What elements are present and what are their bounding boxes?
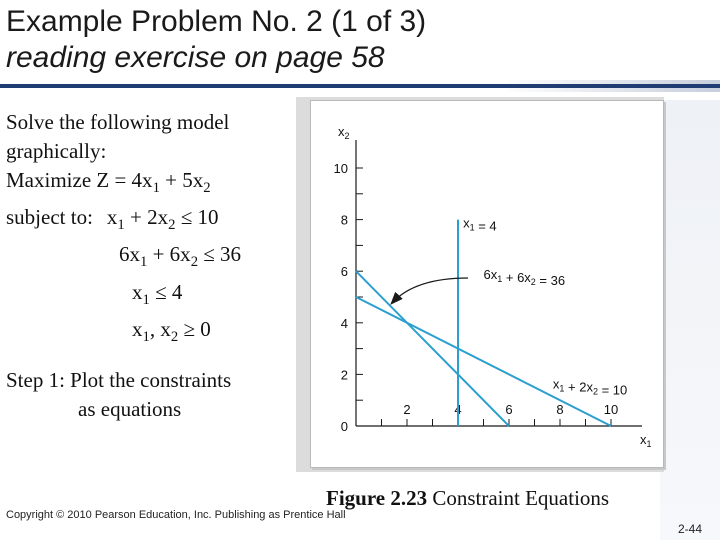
constraint-part: 6x [119,242,140,267]
constraint-part: x [106,205,118,230]
x-tick-label: 8 [556,402,564,417]
constraint-part: x [132,316,143,341]
constraint-sub: 1 [140,254,148,271]
copyright-notice: Copyright © 2010 Pearson Education, Inc. Publishing as Prentice Hall [6,509,346,521]
constraint-sub: 1 [142,291,150,308]
constraint-4 [6,315,296,352]
side-decoration [660,100,720,540]
y-tick-label: 6 [340,264,348,280]
objective-part: + 5x [159,168,204,192]
title-line-2: reading exercise on page 58 [6,41,385,74]
x-axis-label: $x_1$ [640,432,652,449]
y-tick-label: 8 [340,212,348,228]
constraint-line [356,297,611,426]
constraint-1 [6,203,296,240]
constraint-sub: 1 [142,328,150,345]
constraint-sub: 2 [168,217,176,234]
constraint-part: ≤ 10 [175,205,219,230]
objective-function [6,166,296,203]
statement-line-2: graphically: [6,139,107,163]
constraint-part: + 6x [147,242,191,267]
constraint-sub: 1 [117,217,125,234]
constraint-chart [310,100,662,466]
figure-caption [326,486,656,511]
pointer-arrow [392,278,468,303]
slide-title [6,4,566,76]
x-tick-label: 6 [505,402,513,417]
constraint-part: ≤ 4 [149,279,183,304]
constraint-line-label: $x_1 + 2x_2 = 10$ [552,376,628,398]
y-tick-label: 4 [340,315,348,331]
y-tick-label: 2 [340,367,348,383]
problem-statement [6,108,296,352]
page-number: 2-44 [677,522,702,536]
y-axis-label: $x_2$ [338,124,350,141]
constraint-sub: 2 [190,254,199,271]
objective-sub: 2 [203,180,211,197]
statement-line-1: Solve the following model [6,110,230,134]
constraint-sub: 2 [170,328,179,345]
constraint-part: x [132,279,143,304]
x-tick-label: 2 [403,402,411,417]
step-line-2: as equations [78,397,182,421]
constraint-line-label: $6x_1 + 6x_2 = 36$ [483,266,566,288]
constraint-line-label: $x_1 = 4$ [463,215,497,234]
x-tick-label: 10 [603,402,619,417]
subject-to-label: subject to: [6,205,93,230]
caption-text: Constraint Equations [427,486,610,510]
constraint-part: ≥ 0 [178,316,211,341]
constraint-part: ≤ 36 [198,242,242,267]
objective-part: Maximize Z = 4x [6,168,153,192]
caption-figure-number: Figure 2.23 [326,486,428,510]
constraint-part: + 2x [124,205,169,230]
objective-sub: 1 [152,180,160,197]
title-rule [0,84,720,88]
title-line-1: Example Problem No. 2 (1 of 3) [6,5,427,38]
constraint-2 [6,240,296,277]
x-tick-label: 4 [454,402,462,417]
step-line-1: Step 1: Plot the constraints [6,368,232,392]
constraint-part: , x [149,316,171,341]
y-tick-label: 10 [333,161,348,176]
constraint-3 [6,278,296,315]
y-tick-label: 0 [340,419,348,434]
step-instruction [6,366,296,424]
constraint-line [356,271,509,426]
